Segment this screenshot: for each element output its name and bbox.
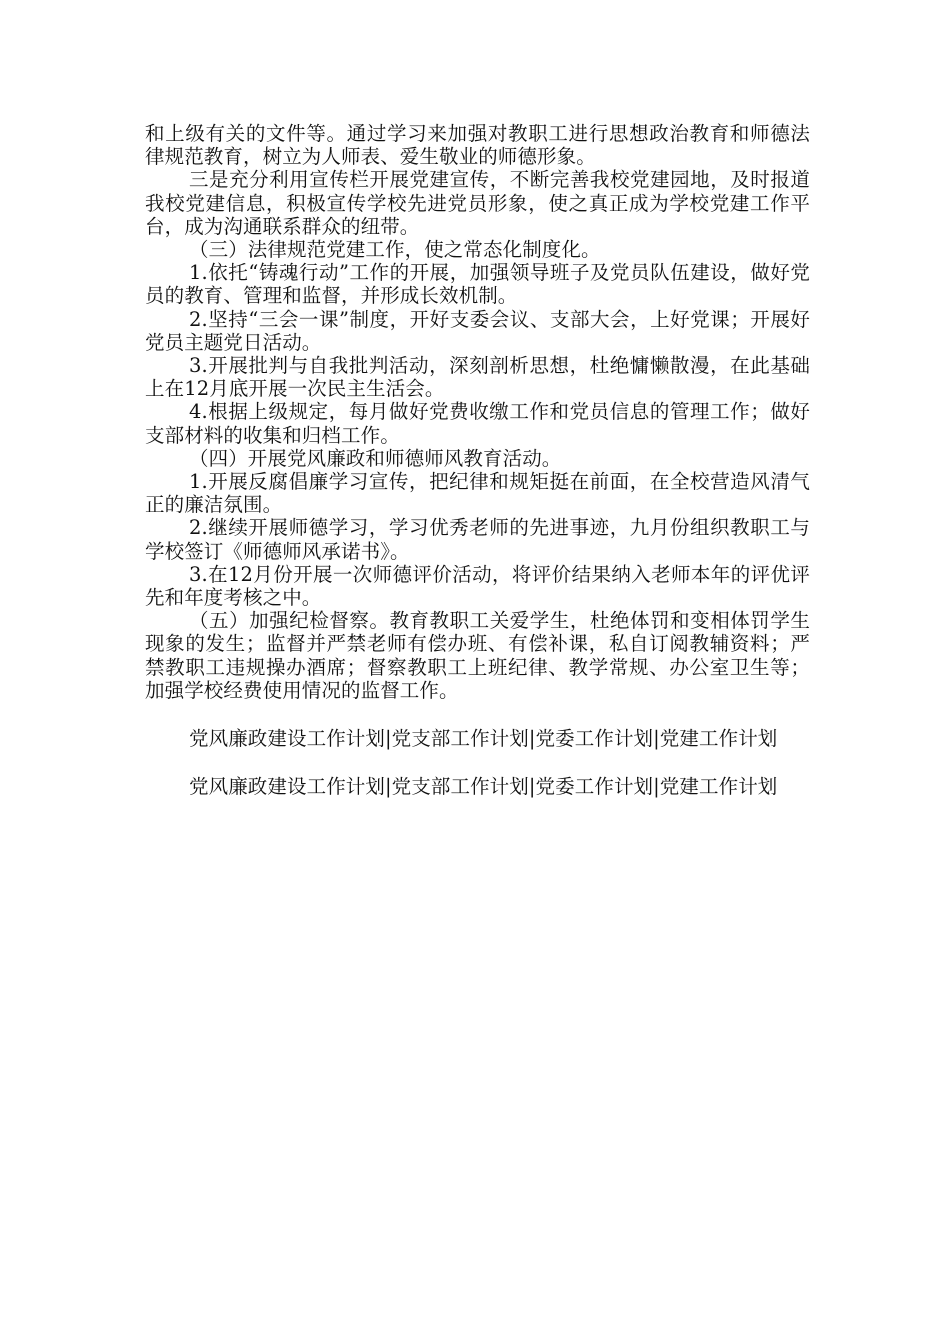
blank-line [145, 750, 810, 775]
list-item: 3.开展批判与自我批判活动，深刻剖析思想，杜绝慵懒散漫，在此基础上在12月底开展一次民主生活会。 [145, 354, 810, 401]
document-body [145, 122, 810, 798]
list-item: 4.根据上级规定，每月做好党费收缴工作和党员信息的管理工作；做好支部材料的收集和归档工作。 [145, 400, 810, 447]
list-item: 2.坚持“三会一课”制度，开好支委会议、支部大会，上好党课；开展好党员主题党日活动。 [145, 307, 810, 354]
blank-line [145, 702, 810, 727]
section-heading-5: （五）加强纪检督察。教育教职工关爱学生，杜绝体罚和变相体罚学生现象的发生；监督并严禁老师有偿办班、有偿补课，私自订阅教辅资料；严禁教职工违规操办酒席；督察教职工上班纪律、教学常规、办公室卫生等；加强学校经费使用情况的监督工作。 [145, 609, 810, 702]
list-item: 2.继续开展师德学习，学习优秀老师的先进事迹，九月份组织教职工与学校签订《师德师风承诺书》。 [145, 516, 810, 563]
list-item: 1.开展反腐倡廉学习宣传，把纪律和规矩挺在前面，在全校营造风清气正的廉洁氛围。 [145, 470, 810, 517]
paragraph-publicity: 三是充分利用宣传栏开展党建宣传，不断完善我校党建园地，及时报道我校党建信息，积极宣传学校先进党员形象，使之真正成为学校党建工作平台，成为沟通联系群众的纽带。 [145, 168, 810, 238]
section-heading-3: （三）法律规范党建工作，使之常态化制度化。 [189, 238, 601, 262]
related-links: 党风廉政建设工作计划|党支部工作计划|党委工作计划|党建工作计划 [189, 727, 778, 751]
paragraph-continuation: 和上级有关的文件等。通过学习来加强对教职工进行思想政治教育和师德法律规范教育，树立为人师表、爱生敬业的师德形象。 [145, 122, 810, 169]
list-item: 3.在12月份开展一次师德评价活动，将评价结果纳入老师本年的评优评先和年度考核之中。 [145, 562, 810, 610]
section-heading-4: （四）开展党风廉政和师德师风教育活动。 [189, 446, 562, 470]
list-item: 1.依托“铸魂行动”工作的开展，加强领导班子及党员队伍建设，做好党员的教育、管理和监督，并形成长效机制。 [145, 261, 810, 308]
related-links: 党风廉政建设工作计划|党支部工作计划|党委工作计划|党建工作计划 [189, 775, 778, 799]
